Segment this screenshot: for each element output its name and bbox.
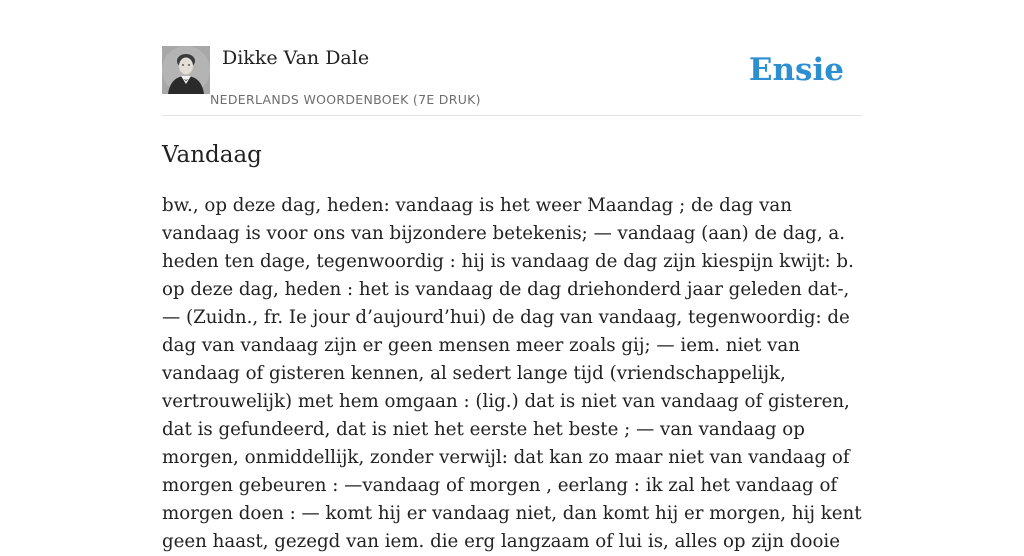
entry-title: Vandaag (162, 142, 262, 168)
source-subtitle: NEDERLANDS WOORDENBOEK (7E DRUK) (210, 92, 481, 107)
source-avatar[interactable] (162, 46, 210, 94)
portrait-photo-icon (162, 46, 210, 94)
header-divider (162, 115, 862, 116)
entry-definition: bw., op deze dag, heden: vandaag is het weer Maandag ; de dag van vandaag is voor ons van bijzondere betekenis; — vandaag (aan) de dag, a. heden ten dage, tegenwoordig : hij is vandaag de dag zijn kiespijn kwijt: b. op deze dag, heden : het is vandaag de dag driehonderd jaar geleden dat-, — (Zuidn., fr. Ie jour d’aujourd’hui) de dag van vandaag, tegenwoordig: de dag van vandaag zijn er geen mensen meer zoals gij; — iem. niet van vandaag of gisteren kennen, al sedert lange tijd (vriendschappelijk, vertrouwelijk) met hem omgaan : (lig.) dat is niet van vandaag of gisteren, dat is gefundeerd, dat is niet het eerste het beste ; — van vandaag op morgen, onmiddellijk, zonder verwijl: dat kan zo maar niet van vandaag of morgen gebeuren : —vandaag of morgen , eerlang : ik zal het vandaag of morgen doen : — komt hij er vandaag niet, dan komt hij er morgen, hij kent geen haast, gezegd van iem. die erg langzaam of lui is, alles op zijn dooie (162, 195, 862, 552)
source-header (162, 46, 862, 116)
source-title[interactable]: Dikke Van Dale (222, 47, 370, 69)
ensie-logo[interactable]: Ensie (748, 52, 844, 88)
